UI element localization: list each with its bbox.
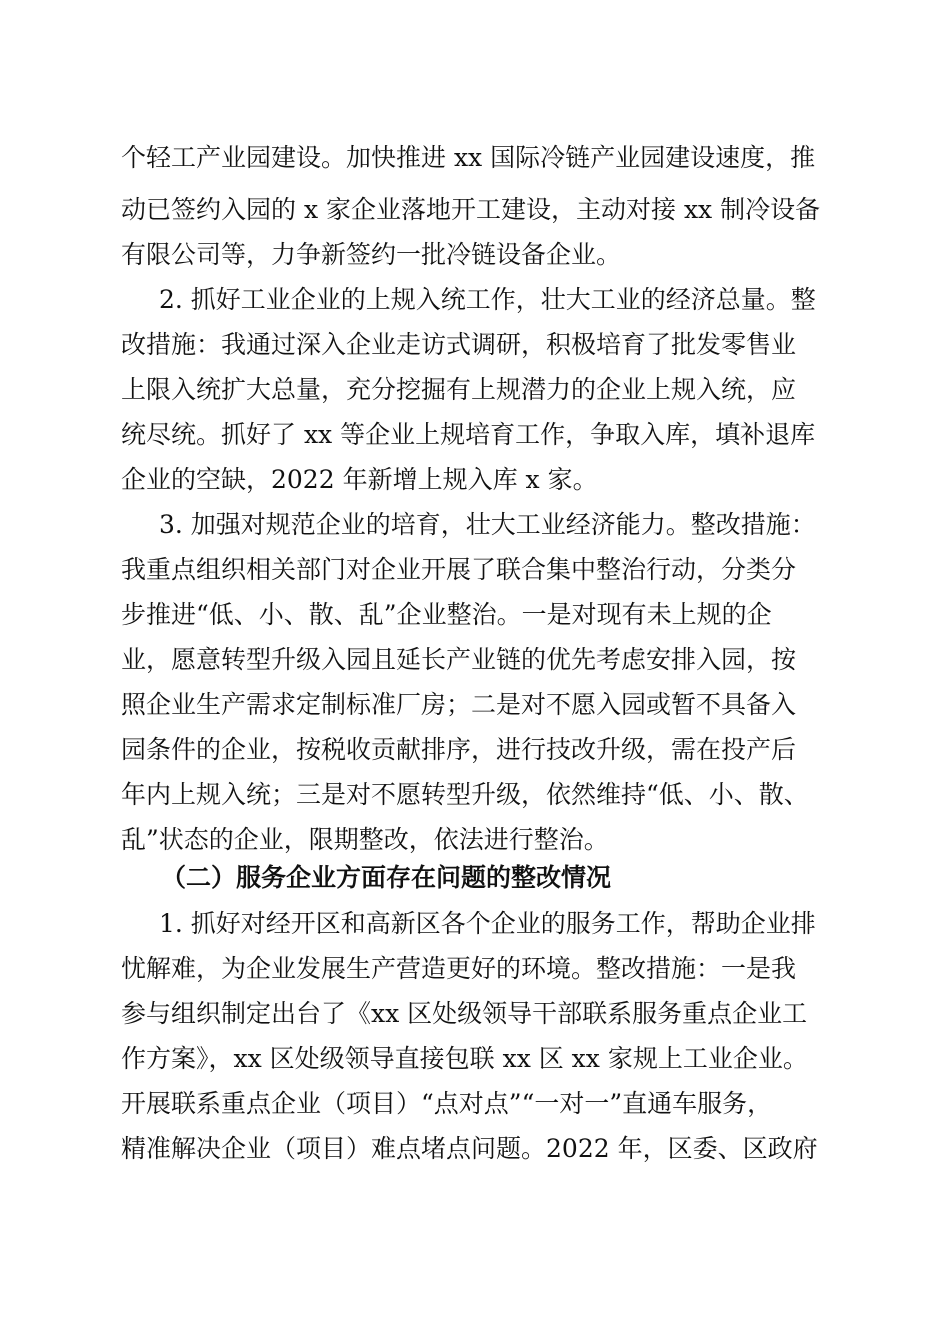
paragraph-3-line-8: 乱”状态的企业，限期整改，依法进行整治。 — [121, 825, 609, 854]
paragraph-4-line-6: 精准解决企业（项目）难点堵点问题。2022 年，区委、区政府 — [121, 1134, 818, 1163]
section-heading: （二）服务企业方面存在问题的整改情况 — [161, 863, 612, 892]
paragraph-3-line-6: 园条件的企业，按税收贡献排序，进行技改升级，需在投产后 — [121, 735, 797, 764]
paragraph-3-line-3: 步推进“低、小、散、乱”企业整治。一是对现有未上规的企 — [121, 600, 772, 629]
paragraph-4-line-5: 开展联系重点企业（项目）“点对点”“一对一”直通车服务， — [121, 1089, 773, 1118]
paragraph-3-line-1: 3. 加强对规范企业的培育，壮大工业经济能力。整改措施： — [159, 510, 816, 539]
paragraph-3-line-7: 年内上规入统；三是对不愿转型升级，依然维持“低、小、散、 — [121, 780, 809, 809]
paragraph-2-line-2: 改措施：我通过深入企业走访式调研，积极培育了批发零售业 — [121, 330, 797, 359]
paragraph-3-line-2: 我重点组织相关部门对企业开展了联合集中整治行动，分类分 — [121, 555, 797, 584]
paragraph-2-line-5: 企业的空缺，2022 年新增上规入库 x 家。 — [121, 465, 598, 494]
paragraph-4-line-2: 忧解难，为企业发展生产营造更好的环境。整改措施：一是我 — [121, 954, 797, 983]
paragraph-3-line-5: 照企业生产需求定制标准厂房；二是对不愿入园或暂不具备入 — [121, 690, 797, 719]
text-line-1: 个轻工产业园建设。加快推进 xx 国际冷链产业园建设速度，推 — [121, 143, 816, 172]
paragraph-3-line-4: 业，愿意转型升级入园且延长产业链的优先考虑安排入园，按 — [121, 645, 797, 674]
paragraph-4-line-4: 作方案》，xx 区处级领导直接包联 xx 区 xx 家规上工业企业。 — [121, 1044, 808, 1073]
paragraph-4-line-3: 参与组织制定出台了《xx 区处级领导干部联系服务重点企业工 — [121, 999, 808, 1028]
paragraph-2-line-4: 统尽统。抓好了 xx 等企业上规培育工作，争取入库，填补退库 — [121, 420, 816, 449]
text-line-2: 动已签约入园的 x 家企业落地开工建设，主动对接 xx 制冷设备 — [121, 195, 821, 224]
paragraph-2-line-1: 2. 抓好工业企业的上规入统工作，壮大工业的经济总量。整 — [159, 285, 816, 314]
paragraph-4-line-1: 1. 抓好对经开区和高新区各个企业的服务工作，帮助企业排 — [159, 909, 816, 938]
paragraph-2-line-3: 上限入统扩大总量，充分挖掘有上规潜力的企业上规入统，应 — [121, 375, 797, 404]
text-line-3: 有限公司等，力争新签约一批冷链设备企业。 — [121, 240, 622, 269]
